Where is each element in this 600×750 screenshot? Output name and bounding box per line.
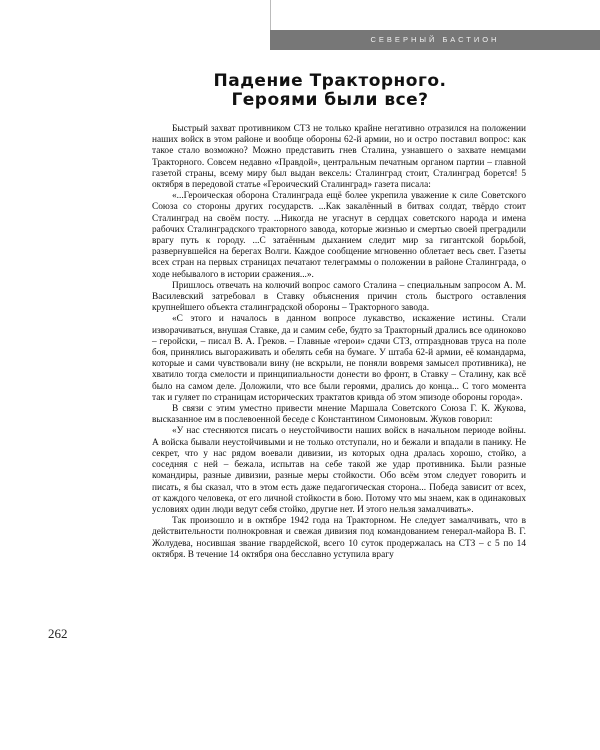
body-text (152, 124, 526, 561)
header-divider-line (270, 0, 271, 30)
paragraph: Быстрый захват противником СТЗ не только крайне негативно отразился на положении наших войск в этом районе и вообще обороны 62-й армии, но и остро поставил вопрос: как такое стало возможно? Можно представить гнев Сталина, узнавшего о захвате немцами Тракторного. Совсем недавно «Правдой», центральным печатным органом партии – главной газетой страны, всему миру был выдан вексель: Сталинград стоит, Сталинград борется! 5 октября в передовой статье «Героический Сталинград» газета писала: (152, 124, 526, 191)
heading-line-2: Героями были все? (231, 90, 429, 110)
paragraph: Пришлось отвечать на колючий вопрос самого Сталина – специальным запросом А. М. Василевский затребовал в Ставку объяснения причин столь быстрого оставления крупнейшего объекта сталинградской обороны – Тракторного завода. (152, 280, 526, 314)
paragraph: В связи с этим уместно привести мнение Маршала Советского Союза Г. К. Жукова, высказанное им в послевоенной беседе с Константином Симоновым. Жуков говорил: (152, 404, 526, 426)
paragraph: «...Героическая оборона Сталинграда ещё более укрепила уважение к силе Советского Союза со стороны других государств. ...Как закалённый в битвах солдат, твёрдо стоит Сталинград на своём посту. ...Никогда не угаснут в сердцах советского народа и имена рабочих Сталинградского тракторного завода, которые жизнью и смертью своей преградили врагу путь к городу. ...С затаённым дыханием следит мир за гигантской борьбой, развернувшейся на берегах Волги. Каждое сообщение мгновенно облетает весь свет. Газеты всех стран на первых страницах печатают телеграммы о положении в районе Сталинграда, о ходе небывалого в истории сражения...». (152, 191, 526, 280)
heading-line-1: Падение Тракторного. (213, 71, 447, 91)
page-number: 262 (48, 626, 68, 641)
paragraph: Так произошло и в октябре 1942 года на Тракторном. Не следует замалчивать, что в действительности полнокровная и свежая дивизия под командованием генерал-майора В. Г. Жолудева, носившая звание гвардейской, всего 10 суток продержалась на СТЗ – с 5 по 14 октября. В течение 14 октября она бесславно уступила врагу (152, 516, 526, 560)
paragraph: «С этого и началось в данном вопросе лукавство, искажение истины. Стали изворачиваться, внушая Ставке, да и самим себе, будто за Тракторный дрались все одиноково – геройски, – писал В. А. Греков. – Главные «герои» сдачи СТЗ, отпраздновав труса на поле боя, принялись выгораживать и обелять себя на бумаге. У штаба 62-й армии, её командарма, которые и сами чувствовали вину (не вскрыли, не поняли вовремя замысел противника), не хватило тогда смелости и принципиальности донести во фронт, в Ставку – Сталину, как всё было на самом деле. Доложили, что все были героями, дрались до конца... С того момента так и гуляет по страницам исторических трактатов кривда об этом эпизоде обороны города». (152, 314, 526, 403)
chapter-heading (150, 72, 510, 110)
paragraph: «У нас стесняются писать о неустойчивости наших войск в начальном периоде войны. А войска бывали неустойчивыми и не только отступали, но и бежали и впадали в панику. Не секрет, что у нас рядом воевали дивизии, из которых одна дралась хорошо, стойко, а соседняя с ней – бежала, испытав на себе такой же удар противника. Были разные командиры, разные дивизии, разные меры стойкости. Обо всём этом следует говорить и писать, я бы сказал, что в этом есть даже педагогическая сторона... Победа зависит от всех, от каждого человека, от его личной стойкости в бою. Потому что мы знаем, как в одинаковых условиях один люди ведут себя стойко, другие нет. И этого нельзя замалчивать». (152, 426, 526, 515)
running-header: СЕВЕРНЫЙ БАСТИОН (370, 35, 500, 44)
